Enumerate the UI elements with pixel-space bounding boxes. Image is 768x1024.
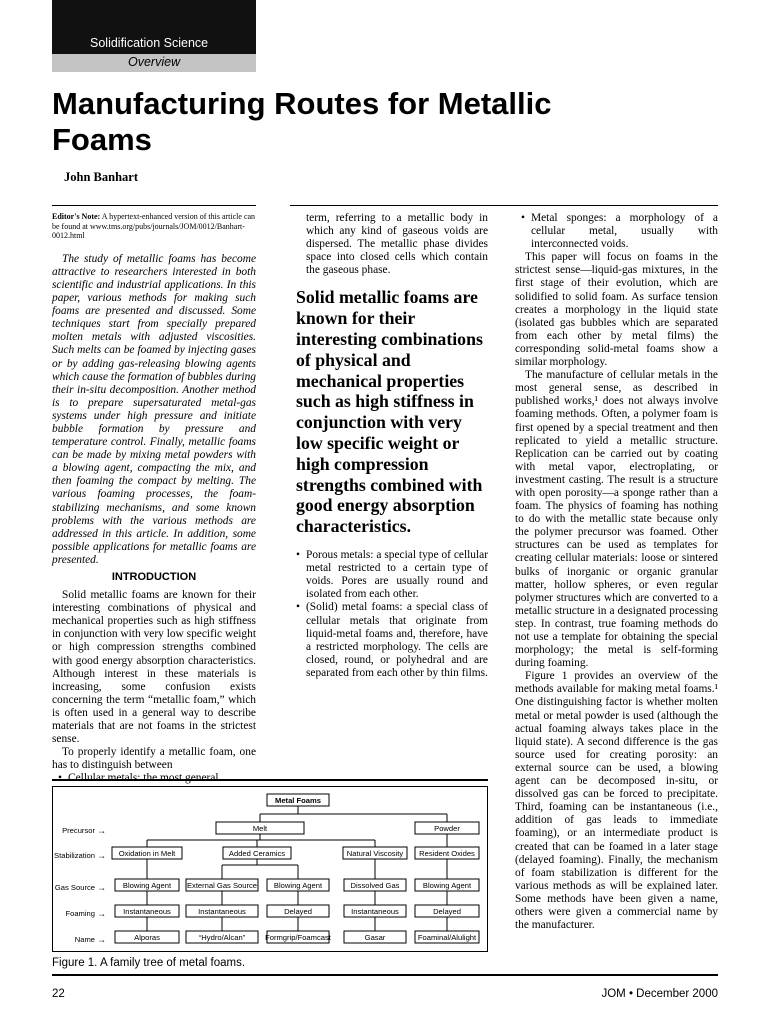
editor-note-label: Editor's Note:: [52, 212, 101, 221]
arrow-right-icon: →: [97, 934, 106, 945]
footer-rule: [52, 974, 718, 976]
tree-foaming: Instantaneous: [198, 907, 246, 916]
subsection-banner: [52, 54, 256, 72]
subsection-label: Overview: [128, 55, 181, 69]
tree-precursor: Powder: [434, 824, 460, 833]
arrow-right-icon: →: [97, 882, 106, 893]
tree-root: Metal Foams: [275, 796, 321, 805]
arrow-right-icon: →: [97, 850, 106, 861]
section-banner: [52, 0, 256, 54]
tree-gas-source: External Gas Source: [186, 881, 258, 890]
list-item: • Porous metals: a special type of cellular metal restricted to a certain type of voids. Pores are usually round and isolated from each other.: [290, 549, 488, 601]
page-number: 22: [52, 988, 65, 1000]
tree-stabilization: Resident Oxides: [419, 849, 475, 858]
tree-name: “Hydro/Alcan”: [198, 933, 246, 942]
tree-precursor: Melt: [252, 824, 268, 833]
list-item-continuation: term, referring to a metallic body in which any kind of gaseous voids are dispersed. The metallic phase divides space into closed cells which contain the gaseous phase.: [306, 212, 488, 277]
figure-caption: Figure 1. A family tree of metal foams.: [52, 957, 246, 969]
tree-name: Gasar: [364, 933, 386, 942]
tree-gas-source: Dissolved Gas: [350, 881, 400, 890]
tree-gas-source: Blowing Agent: [422, 881, 472, 890]
tree-gas-source: Blowing Agent: [122, 881, 172, 890]
list-item: • Metal sponges: a morphology of a cellular metal, usually with interconnected voids.: [515, 212, 718, 251]
definition-list: [515, 212, 718, 251]
arrow-right-icon: →: [97, 825, 106, 836]
tree-name: Foaminal/Alulight: [417, 933, 477, 942]
pull-quote: Solid metallic foams are known for their interesting combinations of physical and mechanical properties such as high stiffness in conjunction with very low specific weight or high compression strengths combined with good energy absorption characteristics.: [296, 287, 483, 537]
tree-name: Formgrip/Foamcast: [265, 933, 331, 942]
editor-note-text: A hypertext-enhanced version of this article can be found at www.tms.org/pubs/journals/JOM/0012/Banhart-0012.html: [52, 212, 256, 241]
intro-paragraph: To properly identify a metallic foam, one has to distinguish between: [52, 746, 256, 772]
author: John Banhart: [64, 170, 138, 184]
tree-foaming: Delayed: [433, 907, 461, 916]
tree-row-label: Precursor: [62, 826, 95, 835]
figure-family-tree: [52, 786, 488, 952]
section-heading: INTRODUCTION: [111, 571, 197, 584]
tree-row-label: Stabilization: [54, 851, 95, 860]
tree-row-label: Name: [74, 935, 95, 944]
body-paragraph: The manufacture of cellular metals in the most general sense, as described in published works,¹ does not always involve foaming methods. Often, a polymer foam is first opened by a special treatment and then replicated to yield a metallic structure. Replication can be carried out by coating with metal vapor, electroplating, or investment casting. The result is a structure with open porosity—a sponge rather than a foam. The physics of foaming has nothing to do with the metallic state because only the polymer precursor was foamed. Other structures can be used as templates for creating cellular materials: loose or sintered bulks of inorganic or organic granular matter, hollow spheres, or even regular polymer structures which are converted to a metallic structure in a designated processing step. In contrast, true foaming methods do not use a template for obtaining the special morphology; the metal is self-forming during foaming.: [515, 369, 718, 670]
definition-list: [290, 549, 488, 680]
intro-paragraph: Solid metallic foams are known for their interesting combinations of physical and mechanical properties such as high stiffness in conjunction with very low specific weight or high compression strengths combined with good energy absorption characteristics. Although interest in these materials is increasing, some confusion exists concerning the term “metallic foam,” which is often used in a general way to describe materials that are not foams in the strictest sense.: [52, 589, 256, 746]
figure-rule: [52, 779, 488, 781]
editor-note: [52, 212, 256, 241]
section-label: Solidification Science: [90, 36, 209, 50]
tree-name: Alporas: [134, 933, 160, 942]
column-rule: [290, 205, 718, 206]
column-3: [515, 212, 718, 972]
journal-issue: JOM • December 2000: [601, 988, 718, 1000]
arrow-right-icon: →: [97, 908, 106, 919]
abstract: The study of metallic foams has become attractive to researchers interested in both scientific and industrial applications. In this paper, various methods for making such foams are presented and discussed. Some techniques start from specially prepared molten metals with adjusted viscosities. Such melts can be foamed by injecting gases or by adding gas-releasing blowing agents which cause the formation of bubbles during their in-situ decomposition. Another method is to prepare supersaturated metal-gas systems under high pressure and initiate bubble formation by pressure and temperature control. Finally, metallic foams can be made by mixing metal powders with a blowing agent, compacting the mix, and then foaming the compact by melting. The various foaming processes, the foam-stabilizing mechanisms, and some known problems with the various methods are addressed in this article. In addition, some possible applications for metallic foams are presented.: [52, 252, 256, 566]
tree-stabilization: Oxidation in Melt: [118, 849, 176, 858]
column-rule: [52, 205, 256, 206]
tree-foaming: Instantaneous: [351, 907, 399, 916]
tree-gas-source: Blowing Agent: [273, 881, 323, 890]
column-1: [52, 212, 256, 777]
list-item: • (Solid) metal foams: a special class of cellular metals that originate from liquid-metal foams and, therefore, have a restricted morphology. The cells are closed, round, or polyhedral and are separated from each other by thin films.: [290, 601, 488, 680]
tree-row-label: Foaming: [65, 909, 95, 918]
tree-foaming: Delayed: [284, 907, 312, 916]
tree-row-label: Gas Source: [54, 883, 95, 892]
body-paragraph: This paper will focus on foams in the strictest sense—liquid-gas mixtures, in the first stage of their evolution, which are solidified to solid foam. As surface tension creates a morphology in the liquid state (isolated gas bubbles which are separated from each other by metal films) the corresponding solid-metal foams show a similar morphology.: [515, 251, 718, 369]
tree-stabilization: Added Ceramics: [228, 849, 286, 858]
tree-stabilization: Natural Viscosity: [346, 849, 404, 858]
article-title: Manufacturing Routes for Metallic Foams: [52, 86, 552, 157]
tree-foaming: Instantaneous: [123, 907, 171, 916]
body-paragraph: Figure 1 provides an overview of the methods available for making metal foams.¹ One distinguishing factor is whether molten metal or metal powder is used (although the actual foaming always takes place in the liquid state). A second difference is the gas source used for creating porosity: an external source can be used, a blowing agent can be decomposed in-situ, or dissolved gas can be forced to precipitate. Third, foaming can be instantaneous (i.e., addition of gas leads to immediate foaming), or an intermediate product is created that can be foamed in a later stage (delayed foaming). Finally, the mechanism of foam stabilization is different for the various methods as will be explained later. Some methods have been given a name, others were given a commercial name by the manufacturer.: [515, 670, 718, 932]
column-2: [290, 212, 488, 777]
